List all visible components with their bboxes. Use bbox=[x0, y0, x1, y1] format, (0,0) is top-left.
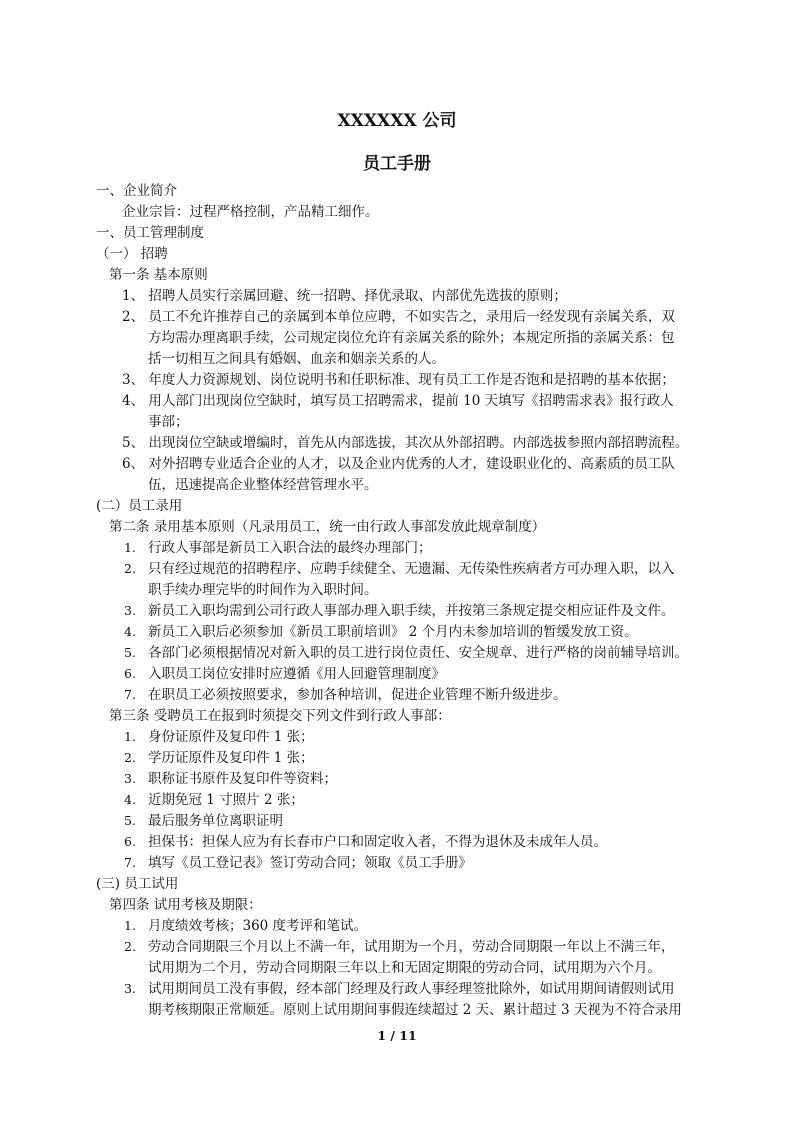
list-item-continuation: 试用期为二个月，劳动合同期限三年以上和无固定期限的劳动合同，试用期为六个月。 bbox=[148, 960, 661, 976]
list-item: 1、 招聘人员实行亲属回避、统一招聘、择优录取、内部优先选拔的原则； bbox=[122, 288, 567, 304]
list-number: 4. bbox=[124, 792, 136, 807]
list-item-continuation: 方均需办理离职手续，公司规定岗位允许有亲属关系的除外；本规定所指的亲属关系：包 bbox=[148, 330, 675, 346]
list-item: 2、 员工不允许推荐自己的亲属到本单位应聘，不如实告之，录用后一经发现有亲属关系，双 bbox=[122, 309, 675, 325]
list-number: 1. bbox=[124, 918, 136, 933]
list-number: 1. bbox=[124, 729, 136, 744]
list-number: 2. bbox=[124, 939, 136, 954]
list-number: 2. bbox=[124, 750, 136, 765]
article-heading: 第一条 基本原则 bbox=[109, 267, 208, 283]
list-item: 最后服务单位离职证明 bbox=[148, 813, 283, 829]
list-item: 4、 用人部门出现岗位空缺时，填写员工招聘需求，提前 10 天填写《招聘需求表》报行政人 bbox=[122, 393, 674, 409]
list-item: 劳动合同期限三个月以上不满一年，试用期为一个月，劳动合同期限一年以上不满三年， bbox=[148, 939, 675, 955]
list-item: 学历证原件及复印件 1 张； bbox=[148, 750, 314, 766]
list-number: 7. bbox=[124, 855, 136, 870]
list-item: 职称证书原件及复印件等资料； bbox=[148, 771, 337, 787]
list-item: 近期免冠 1 寸照片 2 张； bbox=[148, 792, 304, 808]
list-number: 3. bbox=[124, 771, 136, 786]
subsection-heading: （一） 招聘 bbox=[96, 246, 168, 262]
list-number: 1. bbox=[124, 540, 136, 555]
list-item: 各部门必须根据情况对新入职的员工进行岗位责任、安全规章、进行严格的岗前辅导培训。 bbox=[148, 645, 688, 661]
article-heading: 第二条 录用基本原则（凡录用员工，统一由行政人事部发放此规章制度） bbox=[109, 519, 546, 535]
list-number: 3. bbox=[124, 981, 136, 996]
subsection-heading: (三) 员工试用 bbox=[96, 876, 179, 892]
list-item: 5、 出现岗位空缺或增编时，首先从内部选拔，其次从外部招聘。内部选拔参照内部招聘流程。 bbox=[122, 435, 689, 451]
list-item: 行政人事部是新员工入职合法的最终办理部门； bbox=[148, 540, 432, 556]
list-number: 5. bbox=[124, 813, 136, 828]
list-item-continuation: 职手续办理完毕的时间作为入职时间。 bbox=[148, 582, 378, 598]
list-item-continuation: 伍，迅速提高企业整体经营管理水平。 bbox=[148, 477, 378, 493]
list-item: 只有经过规范的招聘程序、应聘手续健全、无遗漏、无传染性疾病者方可办理入职，以入 bbox=[148, 561, 675, 577]
subsection-heading: (二）员工录用 bbox=[96, 498, 183, 514]
list-item: 试用期间员工没有事假，经本部门经理及行政人事经理签批除外，如试用期间请假则试用 bbox=[148, 981, 675, 997]
list-item: 新员工入职均需到公司行政人事部办理入职手续，并按第三条规定提交相应证件及文件。 bbox=[148, 603, 675, 619]
page-number: 1 / 11 bbox=[377, 1028, 417, 1043]
article-heading: 第三条 受聘员工在报到时须提交下列文件到行政人事部： bbox=[109, 708, 451, 724]
document-title: 员工手册 bbox=[363, 154, 431, 174]
list-number: 6. bbox=[124, 666, 136, 681]
list-number: 2. bbox=[124, 561, 136, 576]
list-number: 4. bbox=[124, 624, 136, 639]
company-title: XXXXXX 公司 bbox=[337, 111, 457, 131]
list-item: 填写《员工登记表》签订劳动合同；领取《员工手册》 bbox=[148, 855, 472, 871]
list-number: 5. bbox=[124, 645, 136, 660]
list-number: 3. bbox=[124, 603, 136, 618]
list-item: 担保书：担保人应为有长春市户口和固定收入者，不得为退休及未成年人员。 bbox=[148, 834, 607, 850]
list-item: 在职员工必须按照要求，参加各种培训，促进企业管理不断升级进步。 bbox=[148, 687, 567, 703]
list-item: 新员工入职后必须参加《新员工职前培训》 2 个月内未参加培训的暂缓发放工资。 bbox=[148, 624, 638, 640]
company-purpose: 企业宗旨：过程严格控制，产品精工细作。 bbox=[122, 204, 379, 220]
list-item: 3、 年度人力资源规划、岗位说明书和任职标准、现有员工工作是否饱和是招聘的基本依据； bbox=[122, 372, 675, 388]
list-number: 6. bbox=[124, 834, 136, 849]
article-heading: 第四条 试用考核及期限： bbox=[109, 897, 262, 913]
list-item: 月度绩效考核；360 度考评和笔试。 bbox=[148, 918, 368, 934]
list-item: 身份证原件及复印件 1 张； bbox=[148, 729, 314, 745]
section-heading: 一、企业简介 bbox=[96, 183, 177, 199]
section-heading: 一、员工管理制度 bbox=[96, 225, 204, 241]
list-number: 7. bbox=[124, 687, 136, 702]
list-item: 入职员工岗位安排时应遵循《用人回避管理制度》 bbox=[148, 666, 445, 682]
list-item: 6、 对外招聘专业适合企业的人才，以及企业内优秀的人才，建设职业化的、高素质的员工队 bbox=[122, 456, 675, 472]
list-item-continuation: 事部； bbox=[148, 414, 189, 430]
list-item-continuation: 期考核期限正常顺延。原则上试用期间事假连续超过 2 天、累计超过 3 天视为不符合录用 bbox=[148, 1002, 682, 1018]
list-item-continuation: 括一切相互之间具有婚姻、血亲和姻亲关系的人。 bbox=[148, 351, 445, 367]
